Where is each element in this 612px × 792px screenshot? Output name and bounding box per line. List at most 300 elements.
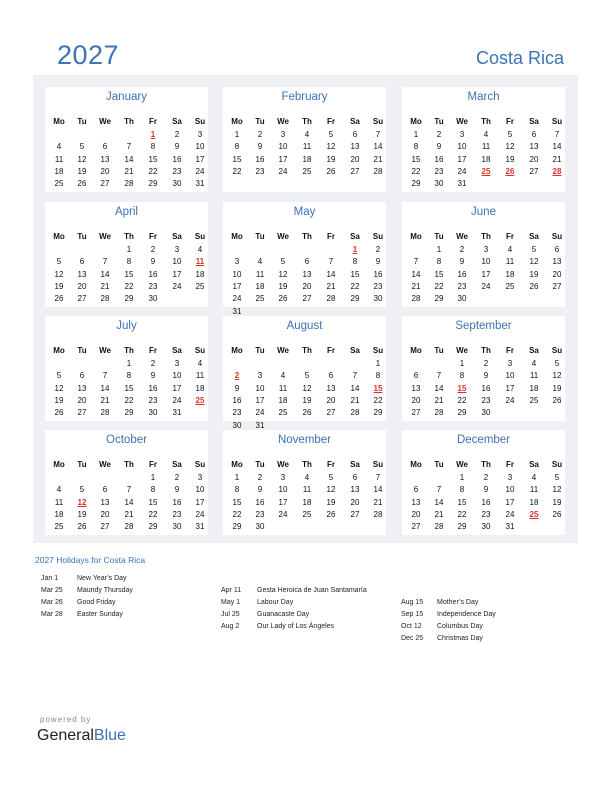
day-cell: 6 <box>102 485 108 495</box>
weekday-header: Th <box>481 232 491 241</box>
day-cell: 27 <box>326 408 336 418</box>
day-cell: 19 <box>529 269 539 279</box>
weekday-header: Th <box>302 117 312 126</box>
day-cell: 17 <box>195 497 205 507</box>
day-cell: 25 <box>302 166 312 176</box>
weekday-header: We <box>456 346 468 355</box>
day-cell: 4 <box>56 485 62 495</box>
day-cell: 20 <box>552 269 562 279</box>
day-cell: 20 <box>100 509 110 519</box>
day-cell: 18 <box>529 497 539 507</box>
day-cell: 28 <box>100 294 110 304</box>
weekday-header: Su <box>194 460 206 469</box>
day-cell: 16 <box>148 383 158 393</box>
day-cell: 23 <box>172 509 182 519</box>
day-cell: 8 <box>126 371 132 381</box>
weekday-header: We <box>277 346 289 355</box>
day-cell: 7 <box>375 473 381 482</box>
day-cell: 13 <box>529 142 539 152</box>
day-cell: 15 <box>434 269 444 279</box>
day-cell: 20 <box>302 281 312 291</box>
day-cell: 3 <box>234 257 240 267</box>
holiday-name: Guanacaste Day <box>257 611 310 618</box>
day-cell: 25 <box>529 395 539 405</box>
day-cell: 17 <box>232 281 242 291</box>
weekday-header: Su <box>372 346 384 355</box>
day-cell: 19 <box>552 497 562 507</box>
day-cell: 27 <box>77 408 87 418</box>
day-cell: 22 <box>373 395 383 405</box>
weekday-header: Fr <box>327 232 335 241</box>
day-cell: 9 <box>375 257 381 267</box>
day-cell: 20 <box>326 395 336 405</box>
weekday-header: Fr <box>327 346 335 355</box>
month-name: October <box>106 434 147 446</box>
day-cell: 27 <box>350 166 360 176</box>
day-cell: 22 <box>457 509 467 519</box>
day-cell: 19 <box>54 281 64 291</box>
holiday-date: Aug 2 <box>221 623 240 630</box>
day-cell: 27 <box>77 294 87 304</box>
day-cell: 24 <box>172 395 182 405</box>
holiday-name: Mother’s Day <box>437 599 479 606</box>
weekday-header: Th <box>124 346 134 355</box>
weekday-header: Sa <box>172 346 182 355</box>
day-cell: 14 <box>552 142 562 152</box>
day-cell: 18 <box>529 383 539 393</box>
day-cell: 27 <box>529 166 539 176</box>
day-cell: 5 <box>79 485 85 495</box>
day-cell: 9 <box>436 142 442 152</box>
weekday-header: Sa <box>529 346 539 355</box>
day-cell: 24 <box>481 281 491 291</box>
day-cell: 3 <box>197 473 203 482</box>
day-cell: 4 <box>483 130 489 139</box>
day-cell: 9 <box>150 257 156 267</box>
day-cell: 29 <box>124 408 134 418</box>
day-cell: 19 <box>552 383 562 393</box>
day-cell: 17 <box>255 395 265 405</box>
day-cell: 12 <box>278 269 288 279</box>
day-cell: 19 <box>326 497 336 507</box>
day-cell: 22 <box>434 281 444 291</box>
day-cell: 7 <box>126 485 132 495</box>
weekday-header: Fr <box>149 346 157 355</box>
month-august <box>223 316 386 430</box>
day-cell: 3 <box>174 245 180 254</box>
day-cell: 25 <box>195 281 205 291</box>
day-cell: 28 <box>124 522 134 532</box>
weekday-header: Fr <box>149 117 157 126</box>
day-cell: 8 <box>459 485 465 495</box>
weekday-header: Mo <box>231 346 243 355</box>
day-cell: 9 <box>483 371 489 381</box>
weekday-header: Su <box>551 232 563 241</box>
month-may <box>223 202 386 316</box>
day-cell: 21 <box>373 154 383 164</box>
day-cell: 15 <box>232 154 242 164</box>
day-cell: 8 <box>436 257 442 267</box>
day-cell: 9 <box>150 371 156 381</box>
weekday-header: Sa <box>172 460 182 469</box>
holiday-name: New Year’s Day <box>77 575 127 582</box>
weekday-header: Tu <box>434 460 444 469</box>
day-cell: 10 <box>505 371 515 381</box>
day-cell: 7 <box>554 130 560 139</box>
day-cell: 5 <box>554 359 560 368</box>
day-cell: 1 <box>234 130 240 139</box>
weekday-header: Sa <box>529 460 539 469</box>
day-cell: 22 <box>148 509 158 519</box>
holiday-name: Christmas Day <box>437 635 483 642</box>
month-name: April <box>114 206 138 218</box>
weekday-header: We <box>99 346 111 355</box>
weekday-header: Fr <box>506 460 514 469</box>
day-cell: 5 <box>531 245 537 254</box>
weekday-header: We <box>277 460 289 469</box>
day-cell: 12 <box>552 485 562 495</box>
holiday-day-cell: 28 <box>552 166 562 176</box>
weekday-header: Th <box>302 346 312 355</box>
month-name: June <box>471 206 496 218</box>
day-cell: 13 <box>411 497 421 507</box>
brand-part-2: Blue <box>93 727 126 744</box>
holiday-day-cell: 1 <box>150 130 156 139</box>
day-cell: 31 <box>232 306 242 316</box>
day-cell: 15 <box>148 154 158 164</box>
weekday-header: Tu <box>77 117 87 126</box>
weekday-header: Su <box>372 117 384 126</box>
day-cell: 11 <box>278 383 288 393</box>
day-cell: 24 <box>172 281 182 291</box>
day-cell: 25 <box>255 294 265 304</box>
day-cell: 19 <box>54 395 64 405</box>
day-cell: 28 <box>350 408 360 418</box>
weekday-header: Th <box>124 232 134 241</box>
day-cell: 15 <box>232 497 242 507</box>
day-cell: 7 <box>126 142 132 152</box>
day-cell: 12 <box>505 142 515 152</box>
day-cell: 29 <box>434 294 444 304</box>
day-cell: 28 <box>411 294 421 304</box>
day-cell: 5 <box>304 371 310 381</box>
day-cell: 10 <box>172 371 182 381</box>
day-cell: 13 <box>100 154 110 164</box>
day-cell: 3 <box>174 359 180 368</box>
day-cell: 11 <box>195 371 205 381</box>
day-cell: 30 <box>373 294 383 304</box>
weekday-header: Mo <box>410 346 422 355</box>
day-cell: 9 <box>174 485 180 495</box>
brand-logo <box>37 727 126 745</box>
day-cell: 15 <box>124 269 134 279</box>
day-cell: 21 <box>100 281 110 291</box>
day-cell: 10 <box>505 485 515 495</box>
day-cell: 23 <box>255 166 265 176</box>
day-cell: 21 <box>411 281 421 291</box>
month-name: February <box>281 91 328 103</box>
day-cell: 21 <box>100 395 110 405</box>
day-cell: 27 <box>350 509 360 519</box>
day-cell: 12 <box>326 485 336 495</box>
weekday-header: Fr <box>149 232 157 241</box>
day-cell: 2 <box>483 473 489 482</box>
month-november <box>223 430 386 535</box>
day-cell: 9 <box>234 383 240 393</box>
weekday-header: Sa <box>529 232 539 241</box>
day-cell: 24 <box>457 166 467 176</box>
holiday-day-cell: 26 <box>505 166 515 176</box>
day-cell: 10 <box>278 485 288 495</box>
day-cell: 27 <box>411 522 421 532</box>
day-cell: 30 <box>481 522 491 532</box>
day-cell: 8 <box>375 371 381 381</box>
day-cell: 13 <box>552 257 562 267</box>
day-cell: 30 <box>172 522 182 532</box>
day-cell: 27 <box>411 408 421 418</box>
day-cell: 20 <box>411 395 421 405</box>
day-cell: 7 <box>102 257 108 267</box>
holiday-day-cell: 15 <box>373 383 383 393</box>
day-cell: 7 <box>352 371 358 381</box>
day-cell: 30 <box>481 408 491 418</box>
day-cell: 26 <box>77 522 87 532</box>
day-cell: 12 <box>54 269 64 279</box>
day-cell: 10 <box>457 142 467 152</box>
day-cell: 26 <box>278 294 288 304</box>
day-cell: 22 <box>124 281 134 291</box>
day-cell: 18 <box>505 269 515 279</box>
holiday-date: Sep 15 <box>401 611 424 618</box>
day-cell: 5 <box>554 473 560 482</box>
day-cell: 9 <box>459 257 465 267</box>
day-cell: 29 <box>411 179 421 189</box>
day-cell: 20 <box>411 509 421 519</box>
weekday-header: Tu <box>77 346 87 355</box>
holiday-date: Oct 12 <box>401 623 422 630</box>
weekday-header: Tu <box>255 117 265 126</box>
calendar-grid <box>33 75 578 543</box>
day-cell: 8 <box>150 485 156 495</box>
day-cell: 25 <box>505 281 515 291</box>
weekday-header: We <box>99 232 111 241</box>
day-cell: 14 <box>373 142 383 152</box>
day-cell: 24 <box>278 166 288 176</box>
day-cell: 4 <box>257 257 263 267</box>
day-cell: 14 <box>373 485 383 495</box>
day-cell: 23 <box>481 395 491 405</box>
day-cell: 7 <box>375 130 381 139</box>
month-march <box>402 87 565 192</box>
day-cell: 21 <box>552 154 562 164</box>
day-cell: 3 <box>507 473 513 482</box>
month-name: July <box>116 320 137 332</box>
day-cell: 22 <box>232 509 242 519</box>
weekday-header: Mo <box>53 346 65 355</box>
day-cell: 31 <box>195 179 205 189</box>
day-cell: 22 <box>232 166 242 176</box>
weekday-header: Su <box>551 346 563 355</box>
day-cell: 4 <box>531 359 537 368</box>
weekday-header: Sa <box>529 117 539 126</box>
day-cell: 17 <box>505 497 515 507</box>
day-cell: 22 <box>411 166 421 176</box>
day-cell: 1 <box>126 359 132 368</box>
weekday-header: Th <box>124 117 134 126</box>
day-cell: 28 <box>100 408 110 418</box>
day-cell: 8 <box>413 142 419 152</box>
day-cell: 26 <box>326 166 336 176</box>
day-cell: 18 <box>54 509 64 519</box>
weekday-header: We <box>456 117 468 126</box>
day-cell: 30 <box>172 179 182 189</box>
day-cell: 27 <box>552 281 562 291</box>
day-cell: 6 <box>413 485 419 495</box>
day-cell: 8 <box>234 485 240 495</box>
weekday-header: Fr <box>506 346 514 355</box>
day-cell: 23 <box>373 281 383 291</box>
day-cell: 29 <box>350 294 360 304</box>
day-cell: 16 <box>172 497 182 507</box>
month-name: January <box>106 91 147 103</box>
day-cell: 14 <box>434 383 444 393</box>
day-cell: 12 <box>529 257 539 267</box>
holidays-title: 2027 Holidays for Costa Rica <box>35 555 146 565</box>
day-cell: 17 <box>481 269 491 279</box>
day-cell: 22 <box>148 166 158 176</box>
day-cell: 20 <box>77 395 87 405</box>
day-cell: 16 <box>255 497 265 507</box>
day-cell: 14 <box>326 269 336 279</box>
holiday-day-cell: 11 <box>195 257 205 267</box>
day-cell: 13 <box>77 269 87 279</box>
day-cell: 13 <box>77 383 87 393</box>
day-cell: 23 <box>255 509 265 519</box>
weekday-header: Th <box>481 460 491 469</box>
holiday-date: Mar 26 <box>41 599 63 606</box>
weekday-header: Th <box>481 346 491 355</box>
weekday-header: We <box>456 232 468 241</box>
holiday-date: Mar 28 <box>41 611 63 618</box>
day-cell: 2 <box>436 130 442 139</box>
day-cell: 1 <box>436 245 442 254</box>
day-cell: 21 <box>124 509 134 519</box>
day-cell: 14 <box>100 269 110 279</box>
holiday-date: Aug 15 <box>401 599 424 606</box>
day-cell: 10 <box>255 383 265 393</box>
day-cell: 1 <box>375 359 381 368</box>
day-cell: 13 <box>350 142 360 152</box>
day-cell: 13 <box>326 383 336 393</box>
powered-by-text: powered by <box>40 715 92 724</box>
holiday-day-cell: 25 <box>481 166 491 176</box>
day-cell: 31 <box>195 522 205 532</box>
day-cell: 11 <box>529 485 539 495</box>
weekday-header: Su <box>551 460 563 469</box>
day-cell: 24 <box>278 509 288 519</box>
day-cell: 28 <box>434 522 444 532</box>
day-cell: 3 <box>280 130 286 139</box>
day-cell: 27 <box>100 522 110 532</box>
day-cell: 5 <box>328 130 334 139</box>
weekday-header: Mo <box>231 117 243 126</box>
weekday-header: Tu <box>255 460 265 469</box>
day-cell: 23 <box>434 166 444 176</box>
day-cell: 10 <box>481 257 491 267</box>
day-cell: 17 <box>172 269 182 279</box>
day-cell: 31 <box>457 179 467 189</box>
day-cell: 15 <box>457 497 467 507</box>
day-cell: 8 <box>126 257 132 267</box>
day-cell: 15 <box>350 269 360 279</box>
day-cell: 5 <box>56 371 62 381</box>
weekday-header: Sa <box>350 460 360 469</box>
month-april <box>45 202 208 307</box>
month-october <box>45 430 208 535</box>
day-cell: 11 <box>302 142 312 152</box>
day-cell: 6 <box>352 130 358 139</box>
day-cell: 18 <box>481 154 491 164</box>
day-cell: 14 <box>411 269 421 279</box>
country-title: Costa Rica <box>475 48 564 68</box>
day-cell: 4 <box>197 245 203 254</box>
holiday-name: Gesta Heroica de Juan Santamaría <box>257 587 367 594</box>
day-cell: 2 <box>459 245 465 254</box>
day-cell: 14 <box>434 497 444 507</box>
holiday-day-cell: 2 <box>234 371 240 381</box>
weekday-header: Mo <box>410 117 422 126</box>
day-cell: 18 <box>195 383 205 393</box>
day-cell: 15 <box>411 154 421 164</box>
day-cell: 8 <box>352 257 358 267</box>
day-cell: 17 <box>457 154 467 164</box>
day-cell: 13 <box>100 497 110 507</box>
day-cell: 30 <box>148 294 158 304</box>
weekday-header: Sa <box>350 117 360 126</box>
day-cell: 4 <box>507 245 513 254</box>
day-cell: 4 <box>531 473 537 482</box>
day-cell: 28 <box>373 166 383 176</box>
day-cell: 11 <box>255 269 265 279</box>
day-cell: 24 <box>255 408 265 418</box>
day-cell: 12 <box>302 383 312 393</box>
brand-part-1: General <box>37 727 94 744</box>
day-cell: 26 <box>54 294 64 304</box>
weekday-header: Mo <box>53 460 65 469</box>
day-cell: 12 <box>552 371 562 381</box>
day-cell: 1 <box>234 473 240 482</box>
month-february <box>223 87 386 192</box>
day-cell: 29 <box>148 179 158 189</box>
day-cell: 25 <box>54 179 64 189</box>
day-cell: 6 <box>102 142 108 152</box>
holiday-day-cell: 1 <box>352 245 358 254</box>
weekday-header: Sa <box>172 232 182 241</box>
day-cell: 20 <box>77 281 87 291</box>
holiday-date: Dec 25 <box>401 635 424 642</box>
day-cell: 26 <box>552 395 562 405</box>
day-cell: 29 <box>457 408 467 418</box>
weekday-header: We <box>456 460 468 469</box>
weekday-header: Tu <box>255 346 265 355</box>
day-cell: 7 <box>413 257 419 267</box>
day-cell: 15 <box>124 383 134 393</box>
weekday-header: Sa <box>350 232 360 241</box>
day-cell: 17 <box>195 154 205 164</box>
weekday-header: We <box>277 232 289 241</box>
day-cell: 21 <box>434 395 444 405</box>
day-cell: 18 <box>255 281 265 291</box>
